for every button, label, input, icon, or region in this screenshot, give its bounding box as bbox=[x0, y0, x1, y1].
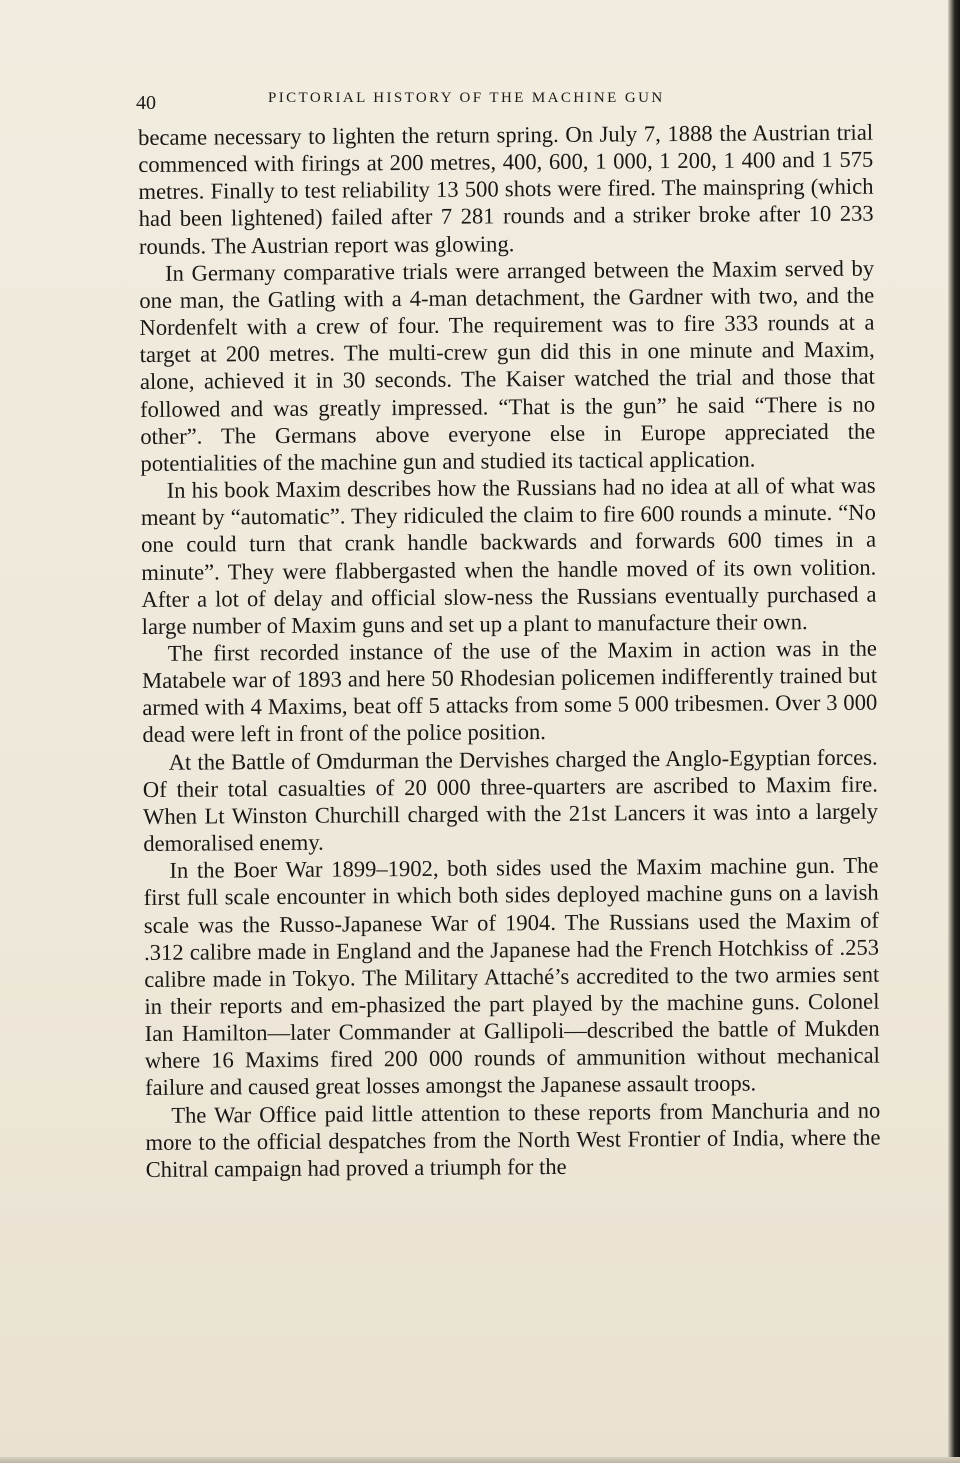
paragraph-russians: In his book Maxim describes how the Russians had no idea at all of what was meant by “automatic”. They ridiculed the claim to fire 600 rounds a minute. “No one could turn that crank handle backwards and forwards 600 times in a minute”. They were flabbergasted when the handle moved of its own volition. After a lot of delay and official slow-ness the Russians eventually purchased a large number of Maxim guns and set up a plant to manufacture their own. bbox=[140, 472, 877, 639]
page-header bbox=[136, 88, 876, 114]
paragraph-germany-trials: In Germany comparative trials were arranged between the Maxim served by one man, the Gatling with a 4-man detachment, the Gardner with two, and the Nordenfelt with a crew of four. The requirement was to fire 333 rounds at a target at 200 metres. The multi-crew gun did this in one minute and Maxim, alone, achieved it in 30 seconds. The Kaiser watched the trial and those that followed and was greatly impressed. “That is the gun” he said “There is no other”. The Germans above everyone else in Europe appreciated the potentialities of the machine gun and studied its tactical application. bbox=[139, 255, 876, 476]
page-number: 40 bbox=[136, 92, 156, 114]
page-bottom-edge bbox=[0, 1457, 960, 1463]
paragraph-boer-war: In the Boer War 1899–1902, both sides used the Maxim machine gun. The first full scale encounter in which both sides deployed machine guns on a lavish scale was the Russo-Japanese War of 1904. The Russians used the Maxim of .312 calibre made in England and the Japanese had the French Hotchkiss of .253 calibre made in Tokyo. The Military Attaché’s accredited to the two armies sent in their reports and em-phasized the part played by the machine guns. Colonel Ian Hamilton—later Commander at Gallipoli—described the battle of Mukden where 16 Maxims fired 200 000 rounds of ammunition without mechanical failure and caused great losses amongst the Japanese assault troops. bbox=[143, 852, 880, 1101]
running-head: PICTORIAL HISTORY OF THE MACHINE GUN bbox=[268, 90, 665, 106]
page-edge-shadow bbox=[948, 0, 960, 1463]
paragraph-austrian-trial: became necessary to lighten the return spring. On July 7, 1888 the Austrian trial commenced with firings at 200 metres, 400, 600, 1 000, 1 200, 1 400 and 1 575 metres. Finally to test reliability 13 500 shots were fired. The mainspring (which had been lightened) failed after 7 281 rounds and a striker broke after 10 233 rounds. The Austrian report was glowing. bbox=[138, 119, 874, 259]
paragraph-matabele-war: The first recorded instance of the use of the Maxim in action was in the Matabele war of 1893 and here 50 Rhodesian policemen indifferently trained but armed with 4 Maxims, beat off 5 attacks from some 5 000 tribesmen. Over 3 000 dead were left in front of the police position. bbox=[141, 635, 878, 748]
paragraph-omdurman: At the Battle of Omdurman the Dervishes charged the Anglo-Egyptian forces. Of their total casualties of 20 000 three-quarters are ascribed to Maxim fire. When Lt Winston Churchill charged with the 21st Lancers it was into a largely demoralised enemy. bbox=[142, 744, 879, 857]
paragraph-war-office: The War Office paid little attention to these reports from Manchuria and no more to the official despatches from the North West Frontier of India, where the Chitral campaign had proved a triumph for the bbox=[145, 1097, 881, 1182]
body-text bbox=[138, 119, 881, 1183]
